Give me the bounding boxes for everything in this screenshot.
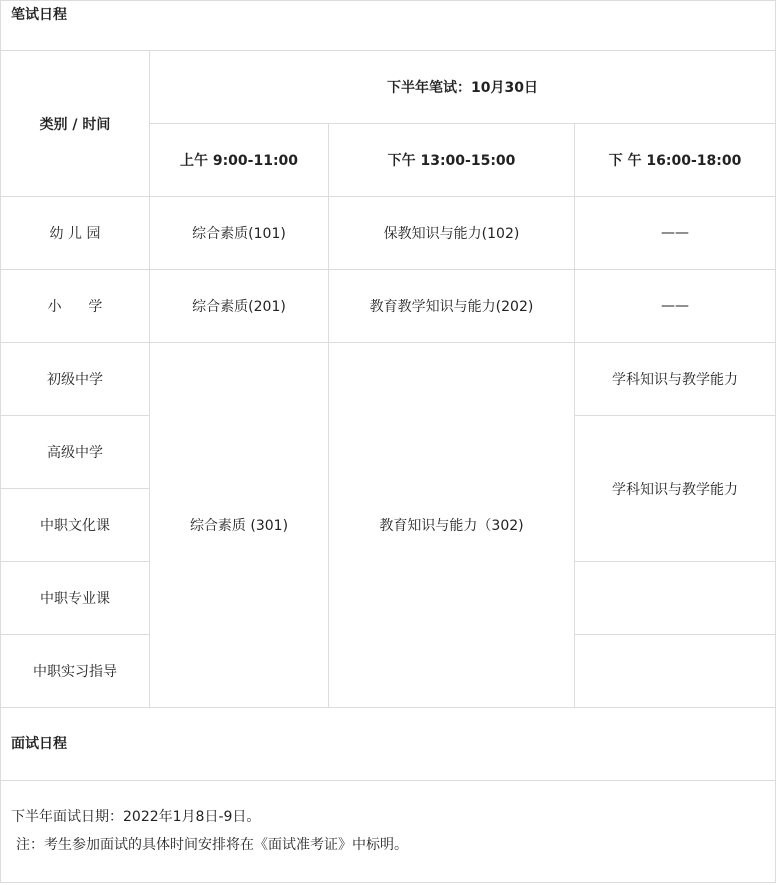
header-afternoon1-label: 下午 13:00-15:00 (387, 153, 516, 169)
primary-afternoon1: 教育教学知识与能力(202) (369, 299, 534, 315)
interview-section-title: 面试日程 (11, 736, 67, 752)
row-label-primary: 小 学 (47, 299, 103, 315)
merged-afternoon1-subject: 教育知识与能力（302) (379, 518, 524, 534)
junior-high-afternoon2: 学科知识与教学能力 (612, 372, 738, 388)
written-title-row (0, 0, 776, 51)
primary-afternoon2: —— (661, 298, 689, 314)
row-label-vocational-major: 中职专业课 (40, 591, 110, 607)
merged-morning-subject: 综合素质 (301) (189, 518, 289, 534)
row-label-vocational-culture: 中职文化课 (40, 518, 110, 534)
interview-info-row (0, 780, 776, 883)
row-label-senior-high: 高级中学 (47, 445, 103, 461)
interview-title-row (0, 707, 776, 781)
kindergarten-morning: 综合素质(101) (192, 226, 286, 242)
interview-date-line: 下半年面试日期：2022年1月8日-9日。 (11, 809, 261, 825)
merged-afternoon2-subject: 学科知识与教学能力 (612, 481, 738, 498)
interview-note-line: 注：考生参加面试的具体时间安排将在《面试准考证》中标明。 (16, 837, 408, 853)
header-morning-label: 上午 9:00-11:00 (179, 153, 299, 169)
kindergarten-afternoon1: 保教知识与能力(102) (383, 226, 520, 242)
header-exam-title: 下半年笔试：10月30日 (387, 80, 538, 96)
primary-morning: 综合素质(201) (192, 299, 286, 315)
row-label-kindergarten: 幼 儿 园 (49, 226, 101, 242)
row-label-vocational-practice: 中职实习指导 (33, 664, 117, 680)
written-section-title: 笔试日程 (11, 7, 67, 23)
row-label-junior-high: 初级中学 (47, 372, 103, 388)
header-afternoon2-label: 下 午 16:00-18:00 (608, 153, 742, 169)
header-category-label: 类别 / 时间 (39, 116, 111, 133)
kindergarten-afternoon2: —— (661, 225, 689, 241)
